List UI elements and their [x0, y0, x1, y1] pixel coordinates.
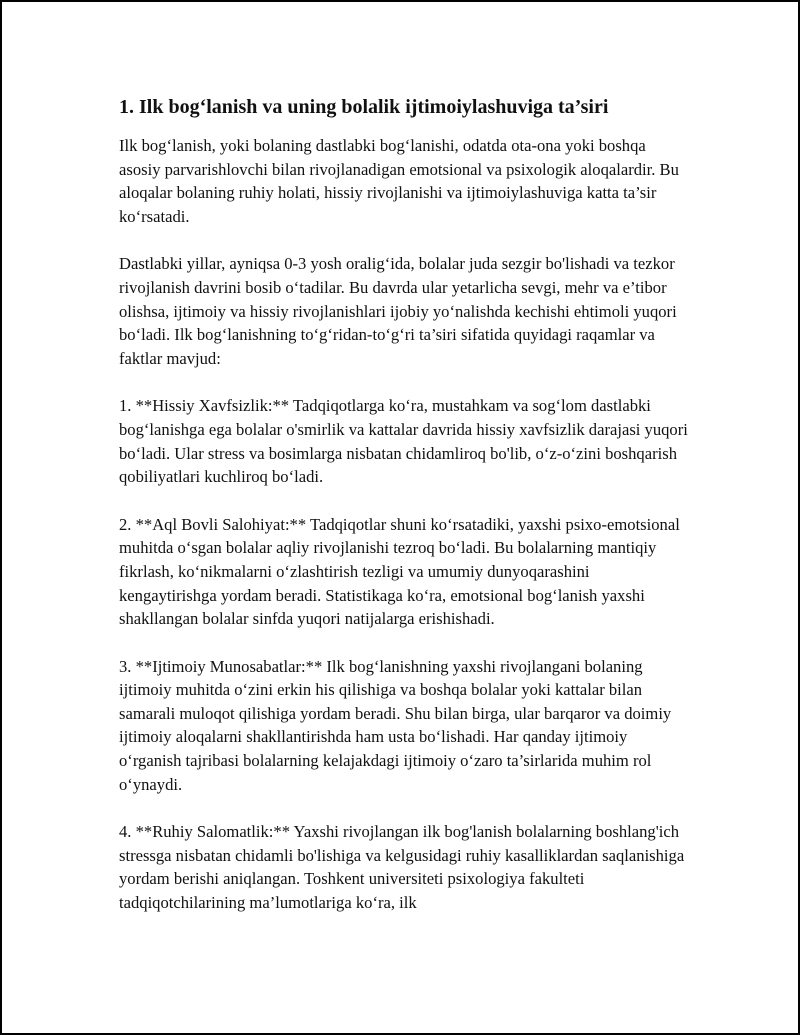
paragraph-early-years: Dastlabki yillar, ayniqsa 0-3 yosh oralig‘ida, bolalar juda sezgir bo'lishadi va tezkor rivojlanish davrini bosib o‘tadilar. Bu davrda ular yetarlicha sevgi, mehr va e’tibor olishsa, ijtimoiy va hissiy rivojlanishlari ijobiy yo‘nalishda kechishi ehtimoli yuqori bo‘ladi. Ilk bog‘lanishning to‘g‘ridan-to‘g‘ri ta’siri sifatida quyidagi raqamlar va faktlar mavjud:	[119, 254, 677, 368]
section-heading: 1. Ilk bog‘lanish va uning bolalik ijtimoiylashuviga ta’siri	[119, 96, 609, 118]
paragraph-mental-health: 4. **Ruhiy Salomatlik:** Yaxshi rivojlangan ilk bog'lanish bolalarning boshlang'ich stressga nisbatan chidamli bo'lishiga va kelgusidagi ruhiy kasalliklardan saqlanishiga yordam berishi aniqlangan. Toshkent universiteti psixologiya fakulteti tadqiqotchilarining ma’lumotlariga ko‘ra, ilk	[119, 822, 685, 913]
paragraph-intro: Ilk bog‘lanish, yoki bolaning dastlabki bog‘lanishi, odatda ota-ona yoki boshqa asosiy parvarishlovchi bilan rivojlanadigan emotsional va psixologik aloqalardir. Bu aloqalar bolaning ruhiy holati, hissiy rivojlanishi va ijtimoiylashuviga katta ta’sir ko‘rsatadi.	[119, 136, 679, 226]
paragraph-emotional-security: 1. **Hissiy Xavfsizlik:** Tadqiqotlarga ko‘ra, mustahkam va sog‘lom dastlabki bog‘lanishga ega bolalar o'smirlik va kattalar davrida hissiy xavfsizlik darajasi yuqori bo‘ladi. Ular stress va bosimlarga nisbatan chidamliroq bo'lib, o‘z-o‘zini boshqarish qobiliyatlari kuchliroq bo‘ladi.	[119, 396, 688, 487]
paragraph-intellectual-potential: 2. **Aql Bovli Salohiyat:** Tadqiqotlar shuni ko‘rsatadiki, yaxshi psixo-emotsional muhitda o‘sgan bolalar aqliy rivojlanishi tezroq bo‘ladi. Bu bolalarning mantiqiy fikrlash, ko‘nikmalarni o‘zlashtirish tezligi va umumiy dunyoqarashini kengaytirishga yordam beradi. Statistikaga ko‘ra, emotsional bog‘lanish yaxshi shakllangan bolalar sinfda yuqori natijalarga erishishadi.	[119, 514, 680, 629]
document-body	[119, 92, 689, 939]
paragraph-social-relations: 3. **Ijtimoiy Munosabatlar:** Ilk bog‘lanishning yaxshi rivojlangani bolaning ijtimoiy muhitda o‘zini erkin his qilishiga va boshqa bolalar yoki kattalar bilan samarali muloqot qilishiga yordam beradi. Shu bilan birga, ular barqaror va doimiy ijtimoiy aloqalarni shakllantirishda ham usta bo‘lishadi. Har qanday ijtimoiy o‘rganish tajribasi bolalarning kelajakdagi ijtimoiy o‘zaro ta’sirlarida muhim rol o‘ynaydi.	[119, 656, 672, 794]
